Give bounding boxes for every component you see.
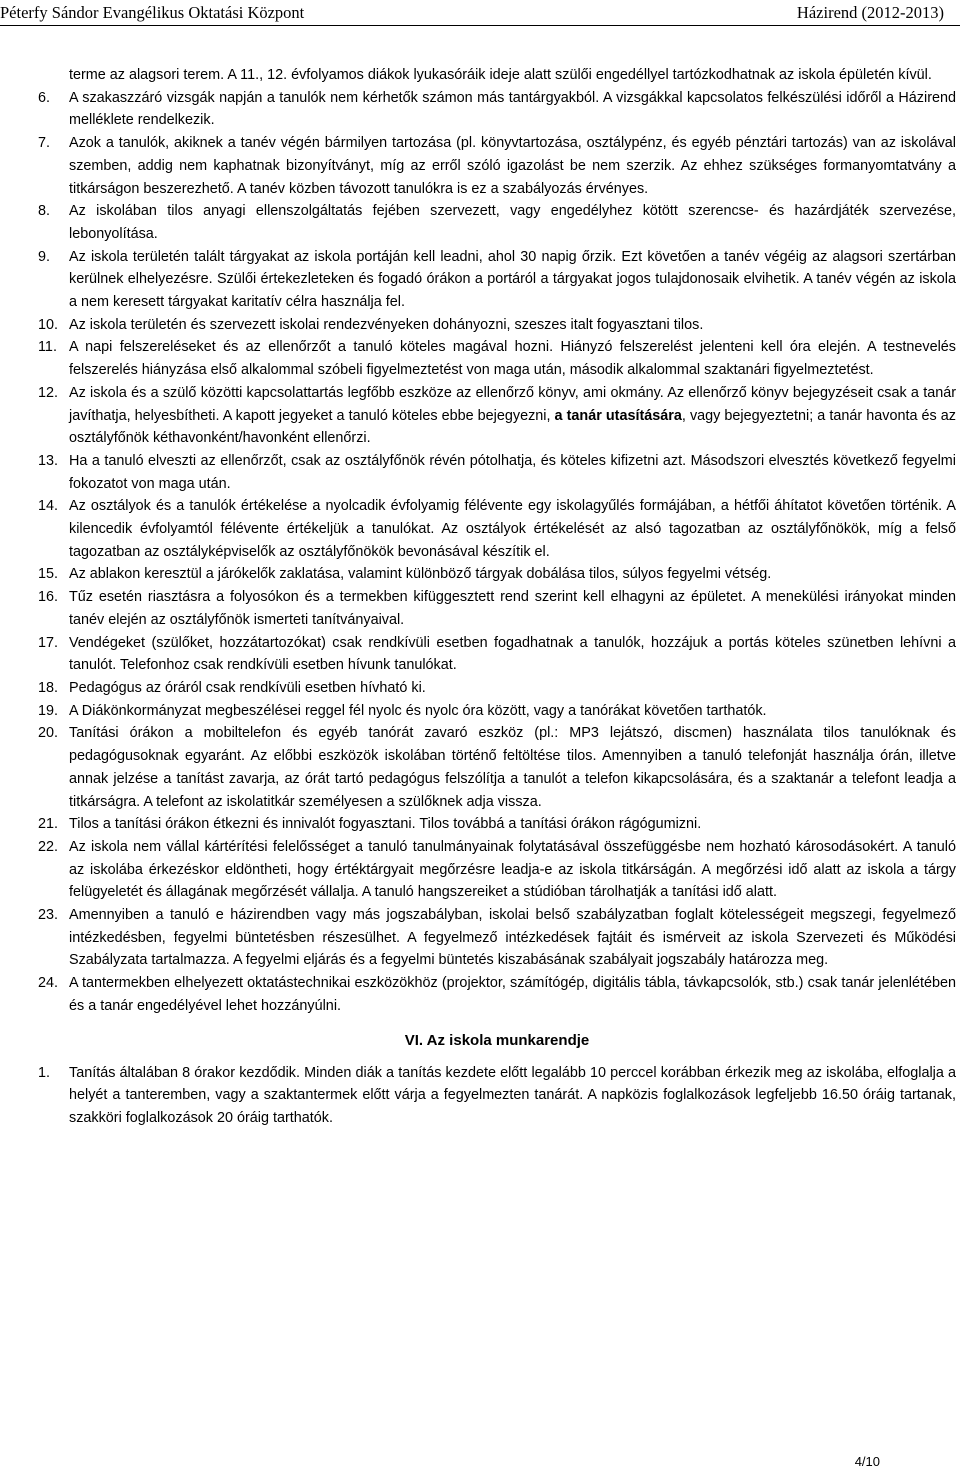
item-text: Az iskola területén talált tárgyakat az iskola portáján kell leadni, ahol 30 napig őrzik. Ezt követően a tanév végéig az alagsori szertárban kerülnek elhelyezésre. Szülői értekezleteken és fogadó órákon a portáról a tárgyakat jogos tulajdonosaik elvihetik. A tanév végén az iskola a nem keresett tárgyakat karitatív célra használja fel. [69,248,956,311]
item-text: Az iskola nem vállal kártérítési felelősséget a tanuló tanulmányainak folytatásával összefüggésbe nem hozható károsodásokért. A tanuló az iskolába érkezéskor eldöntheti, hogy értéktárgyait megőrzésre leadja-e az iskola titkárságán. A megőrzési idő alatt az iskola a tárgy felügyeletét és állagának megőrzését vállalja. A tanuló hangszereiket a stúdióban tárolhatják a tanítási idő alatt. [69,838,956,901]
item-text: Az iskola területén és szervezett iskolai rendezvényeken dohányozni, szeszes italt fogyasztani tilos. [69,316,704,333]
page-number: 4/10 [854,1454,880,1469]
header-document-title: Házirend (2012-2013) [796,3,944,22]
item-text: A napi felszereléseket és az ellenőrzőt a tanuló köteles magával hozni. Hiányzó felszerelést jelenteni kell óra elején. A testnevelés felszerelés hiányzása első alkalommal szóbeli figyelmeztetést von maga után, második alkalommal szaktanári figyelmeztetést. [69,339,956,379]
item-text: Az iskolában tilos anyagi ellenszolgáltatás fejében szervezett, vagy engedélyhez kötött szerencse- és hazárdjáték szervezése, lebonyolítása. [69,203,956,242]
item-text: Tanítási órákon a mobiltelefon és egyéb tanórát zavaró eszköz (pl.: MP3 lejátszó, discmen) használata tilos tanulóknak és pedagógusoknak egyaránt. Az előbbi eszközök iskolában történő feltöltése tilos. Amennyiben a tanuló telefonját használja órán, illetve annak jelzése a tanítást zavarja, az órát tartó pedagógus felszólítja a tanulót a telefon kikapcsolására, és a szaktanár a telefont leadja a titkárságra. A telefont az iskolatitkár személyesen a szülőknek adja vissza. [69,725,956,810]
item-number: 1. [38,1064,51,1081]
item-text: Azok a tanulók, akiknek a tanév végén bármilyen tartozása (pl. könyvtartozása, osztálypénz, és egyéb pénztári tartozás) van az iskolával szemben, addig nem kaphatnak bizonyítványt, míg az erről szóló igazolást be nem szerzik. Az ehhez szükséges formanyomtatvány a titkárságon beszerezhető. A tanév közben távozott tanulókra is ez a szabályozás érvényes. [69,135,956,197]
item-text: Tilos a tanítási órákon étkezni és innivalót fogyasztani. Tilos továbbá a tanítási órákon rágógumizni. [69,816,702,833]
list-item [38,495,956,563]
item-text: Az iskola és a szülő közötti kapcsolattartás legfőbb eszköze az ellenőrző könyv, ami okmány. Az ellenőrző könyv bejegyzéseit csak a tanár javíthatja, helyesbítheti. A kapott jegyeket a tanuló köteles ebbe bejegyezni, [69,384,956,424]
rules-list [38,87,956,1018]
list-item [38,586,956,631]
item-text: Az ablakon keresztül a járókelők zaklatása, valamint különböző tárgyak dobálása tilos, súlyos fegyelmi vétség. [69,566,772,583]
item-text: A tantermekben elhelyezett oktatástechnikai eszközökhöz (projektor, számítógép, digitális tábla, távkapcsolók, stb.) csak tanár jelenlétében és a tanár engedélyével lehet hozzányúlni. [69,975,956,1014]
item-text: Amennyiben a tanuló e házirendben vagy más jogszabályban, iskolai belső szabályzatban foglalt kötelességeit megszegi, fegyelmező intézkedésben, fegyelmi büntetésben részesülhet. A fegyelmező intézkedések fajtáit és ismérveit az iskola Szervezeti és Működési Szabályzata tartalmazza. A fegyelmi eljárás és a fegyelmi büntetés kiszabásának szabályait jogszabály határozza meg. [69,907,956,969]
item-number: 18. [38,679,59,696]
list-item [38,200,956,245]
item-text: Az osztályok és a tanulók értékelése a nyolcadik évfolyamig félévente egy iskolagyűlés formájában, a hétfői áhítatot követően történik. A kilencedik évfolyamtól félévente értékeljük a tanulókat. Az osztályok értékelését az alsó tagozatban az osztályfőnökök, míg a felső tagozatban az osztályképviselők az osztályfőnökök bevonásával készítik el. [69,498,956,560]
header-rule [0,25,960,26]
list-item [38,836,956,904]
item-text-bold: a tanár utasítására [554,407,682,424]
item-text: Pedagógus az óráról csak rendkívüli esetben hívható ki. [69,679,426,696]
item-number: 23. [38,907,59,924]
list-item [38,132,956,200]
item-number: 6. [38,89,51,106]
page-header [0,0,960,28]
item-number: 13. [38,452,59,469]
list-item [38,632,956,677]
list-item [38,87,956,132]
item-number: 20. [38,725,59,742]
item-number: 15. [38,566,59,583]
item-number: 19. [38,702,59,719]
item-number: 16. [38,589,59,606]
header-institution: Péterfy Sándor Evangélikus Oktatási Központ [0,3,305,22]
list-item [38,813,956,836]
item-text: Ha a tanuló elveszti az ellenőrzőt, csak az osztályfőnök révén pótolhatja, és köteles kifizetni azt. Másodszori elvesztés következő fegyelmi fokozatot von maga után. [69,452,956,492]
item-number: 24. [38,975,59,992]
item-text: A Diákönkormányzat megbeszélései reggel fél nyolc és nyolc óra között, vagy a tanórákat követően tarthatók. [69,702,767,719]
list-item [38,972,956,1017]
list-item [38,700,956,723]
item-number: 9. [38,248,51,265]
section-rules-list [38,1062,956,1130]
list-item [38,904,956,972]
item-number: 8. [38,203,51,220]
item-number: 12. [38,384,59,401]
item-number: 17. [38,634,59,651]
list-item [38,246,956,314]
list-item [38,336,956,381]
list-item [38,563,956,586]
item-number: 10. [38,316,59,333]
item-number: 11. [38,339,57,356]
list-item [38,382,956,450]
item-number: 7. [38,135,51,152]
list-item [38,677,956,700]
list-item [38,722,956,813]
continuation-paragraph: terme az alagsori terem. A 11., 12. évfolyamos diákok lyukasóráik ideje alatt szülői engedéllyel tartózkodhatnak az iskola épületén kívül. [69,67,932,83]
item-number: 22. [38,838,59,855]
item-text: Tűz esetén riasztásra a folyosókon és a termekben kifüggesztett rend szerint kell elhagyni az épületet. A menekülési irányokat minden tanév elején az osztályfőnök ismerteti tanítványaival. [69,589,956,628]
item-text: Tanítás általában 8 órakor kezdődik. Minden diák a tanítás kezdete előtt legalább 10 perccel korábban érkezik meg az iskolába, elfoglalja a helyét a tanteremben, vagy a szaktantermek előtt várja a fegyelmezten tanárát. A napközis foglalkozások legfeljebb 16.50 óráig tartanak, szakköri foglalkozások 20 óráig tarthatók. [69,1064,956,1126]
list-item [38,314,956,337]
list-item [38,1062,956,1130]
item-number: 14. [38,498,59,515]
item-text: A szakaszzáró vizsgák napján a tanulók nem kérhetők számon más tantárgyakból. A vizsgákkal kapcsolatos felkészülési időről a Házirend melléklete rendelkezik. [69,89,956,129]
item-text: Vendégeket (szülőket, hozzátartozókat) csak rendkívüli esetben fogadhatnak a tanulók, hozzájuk a portás köteles szünetben lehívni a tanulót. Telefonhoz csak rendkívüli esetben hívunk tanulókat. [69,634,956,674]
section-title: VI. Az iskola munkarendje [404,1031,590,1049]
item-text: , vagy bejegyeztetni; a tanár havonta és az osztályfőnök kéthavonként/havonként ellenőrzi. [69,407,957,447]
list-item [38,450,956,495]
document-body [38,64,956,1130]
item-number: 21. [38,816,59,833]
